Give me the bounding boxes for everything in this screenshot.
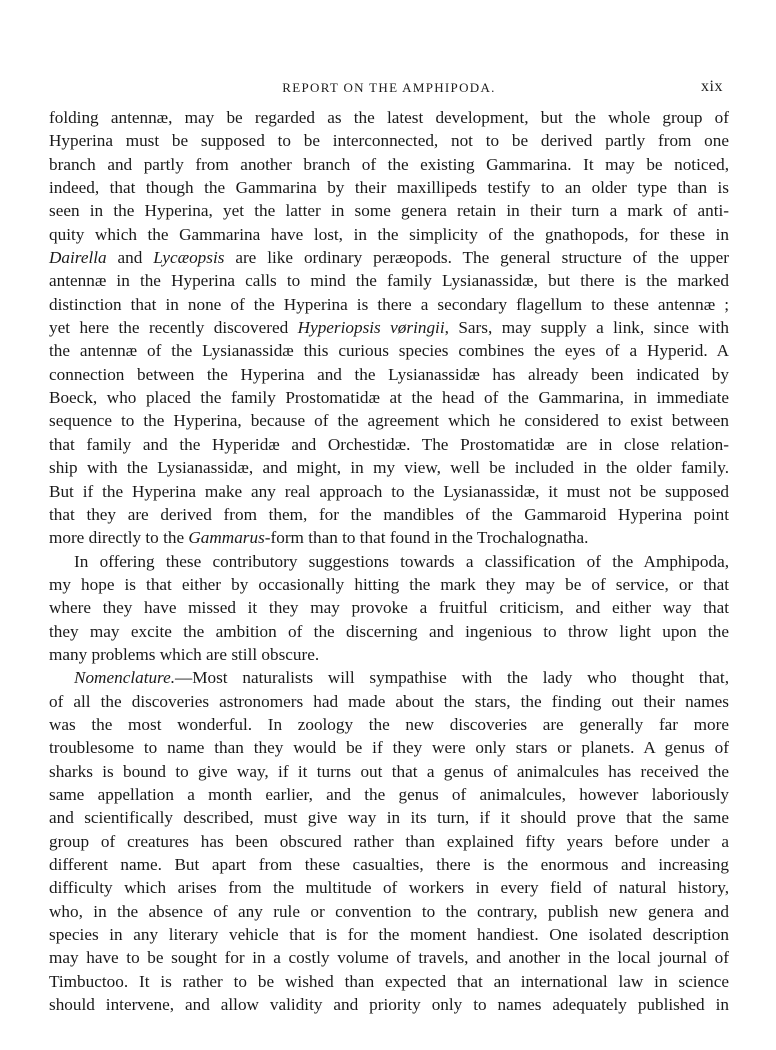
text-line (49, 783, 729, 806)
text-segment: connection between the Hyperina and the Lysianassidæ has already been indicated by (49, 364, 729, 384)
paragraph (49, 550, 729, 667)
text-segment: many problems which are still obscure. (49, 644, 320, 664)
text-segment: sequence to the Hyperina, because of the agreement which he considered to exist between (49, 411, 729, 431)
text-line (49, 876, 729, 899)
text-segment: more directly to the (49, 528, 189, 548)
text-line (49, 456, 729, 479)
text-segment: Timbuctoo. It is rather to be wished than expected that an international law in science (49, 971, 729, 991)
running-title: REPORT ON THE AMPHIPODA. (282, 80, 496, 95)
text-segment: the antennæ of the Lysianassidæ this curious species combines the eyes of a Hyperid. A (49, 341, 729, 361)
page-number: xix (701, 78, 723, 95)
text-line (49, 690, 729, 713)
text-line (49, 806, 729, 829)
text-line (49, 736, 729, 759)
text-segment: different name. But apart from these casualties, there is the enormous and increasing (49, 855, 729, 874)
text-segment: species in any literary vehicle that is for the moment handiest. One isolated description (49, 925, 729, 945)
text-segment: yet here the recently discovered (49, 318, 298, 338)
text-line (49, 760, 729, 783)
text-line (49, 643, 729, 666)
text-segment: ship with the Lysianassidæ, and might, in my view, well be included in the older family. (49, 458, 729, 478)
text-segment: where they have missed it they may provoke a fruitful criticism, and either way that (49, 598, 729, 618)
text-line (49, 970, 729, 993)
text-line (49, 620, 729, 643)
text-line (49, 480, 729, 503)
text-line (49, 993, 729, 1016)
text-line (49, 363, 729, 386)
text-segment: group of creatures has been obscured rather than explained fifty years before under a (49, 831, 729, 851)
text-line (49, 830, 729, 853)
text-segment: Hyperina must be supposed to be interconnected, not to be derived partly from one (49, 131, 729, 151)
italic-text: Dairella (49, 248, 107, 268)
text-segment: and scientifically described, must give way in its turn, if it should prove that the same (49, 808, 729, 828)
text-segment: difficulty which arises from the multitude of workers in every field of natural history, (49, 878, 729, 898)
text-segment: -form than to that found in the Trochalognatha. (264, 528, 589, 548)
text-segment: distinction that in none of the Hyperina is there a secondary flagellum to these antennæ ; (49, 294, 729, 314)
text-line (49, 246, 729, 269)
text-line (49, 293, 729, 316)
text-segment: seen in the Hyperina, yet the latter in some genera retain in their turn a mark of anti- (49, 201, 729, 221)
text-line (49, 550, 729, 573)
body-text (49, 106, 729, 1016)
text-segment: But if the Hyperina make any real approach to the Lysianassidæ, it must not be supposed (49, 481, 729, 501)
text-segment: was the most wonderful. In zoology the new discoveries are generally far more (49, 714, 729, 734)
text-line (49, 129, 729, 152)
text-segment: of all the discoveries astronomers had made about the stars, the finding out their names (49, 691, 729, 711)
text-segment: may have to be sought for in a costly volume of travels, and another in the local journal of (49, 948, 729, 968)
italic-text: Gammarus (188, 528, 265, 548)
text-line (49, 666, 729, 689)
text-line (49, 269, 729, 292)
text-segment: that they are derived from them, for the mandibles of the Gammaroid Hyperina point (49, 504, 729, 524)
text-segment: that family and the Hyperidæ and Orchestidæ. The Prostomatidæ are in close relation- (49, 434, 729, 454)
text-line (49, 106, 729, 129)
text-segment: Boeck, who placed the family Prostomatidæ at the head of the Gammarina, in immediate (49, 388, 729, 408)
text-segment: indeed, that though the Gammarina by their maxillipeds testify to an older type than is (49, 178, 729, 198)
text-line (49, 339, 729, 362)
text-segment: sharks is bound to give way, if it turns out that a genus of animalcules has received the (49, 761, 729, 781)
text-segment: and (106, 248, 154, 268)
text-segment: quity which the Gammarina have lost, in the simplicity of the gnathopods, for these in (49, 224, 729, 244)
text-line (49, 223, 729, 246)
text-line (49, 853, 729, 876)
text-line (49, 573, 729, 596)
text-line (49, 946, 729, 969)
text-segment: —Most naturalists will sympathise with the lady who thought that, (175, 668, 729, 688)
text-segment: folding antennæ, may be regarded as the latest development, but the whole group of (49, 108, 729, 127)
text-line (49, 153, 729, 176)
text-line (49, 199, 729, 222)
text-line (49, 596, 729, 619)
italic-text: Nomenclature. (74, 668, 176, 688)
text-line (49, 526, 729, 549)
text-line (49, 386, 729, 409)
italic-text: Lycæopsis (153, 248, 225, 268)
text-line (49, 713, 729, 736)
text-segment: who, in the absence of any rule or convention to the contrary, publish new genera and (49, 901, 729, 921)
text-segment: should intervene, and allow validity and priority only to names adequately published in (49, 995, 729, 1015)
text-segment: my hope is that either by occasionally hitting the mark they may be of service, or that (49, 574, 729, 594)
text-line (49, 503, 729, 526)
running-header (49, 78, 729, 98)
text-segment: , Sars, may supply a link, since with (444, 318, 729, 338)
paragraph (49, 106, 729, 550)
paragraph (49, 666, 729, 1016)
text-line (49, 409, 729, 432)
text-line (49, 900, 729, 923)
text-segment: antennæ in the Hyperina calls to mind the family Lysianassidæ, but there is the marked (49, 271, 729, 291)
text-segment: are like ordinary peræopods. The general structure of the upper (224, 248, 730, 268)
text-segment: same appellation a month earlier, and the genus of animalcules, however laboriously (49, 784, 729, 804)
text-segment: they may excite the ambition of the discerning and ingenious to throw light upon the (49, 621, 729, 641)
text-line (49, 316, 729, 339)
text-line (49, 176, 729, 199)
text-segment: In offering these contributory suggestions towards a classification of the Amphipoda, (74, 551, 729, 571)
text-segment: troublesome to name than they would be if they were only stars or planets. A genus of (49, 738, 729, 758)
text-segment: branch and partly from another branch of the existing Gammarina. It may be noticed, (49, 154, 729, 174)
text-line (49, 923, 729, 946)
italic-text: Hyperiopsis vøringii (297, 318, 445, 338)
text-line (49, 433, 729, 456)
